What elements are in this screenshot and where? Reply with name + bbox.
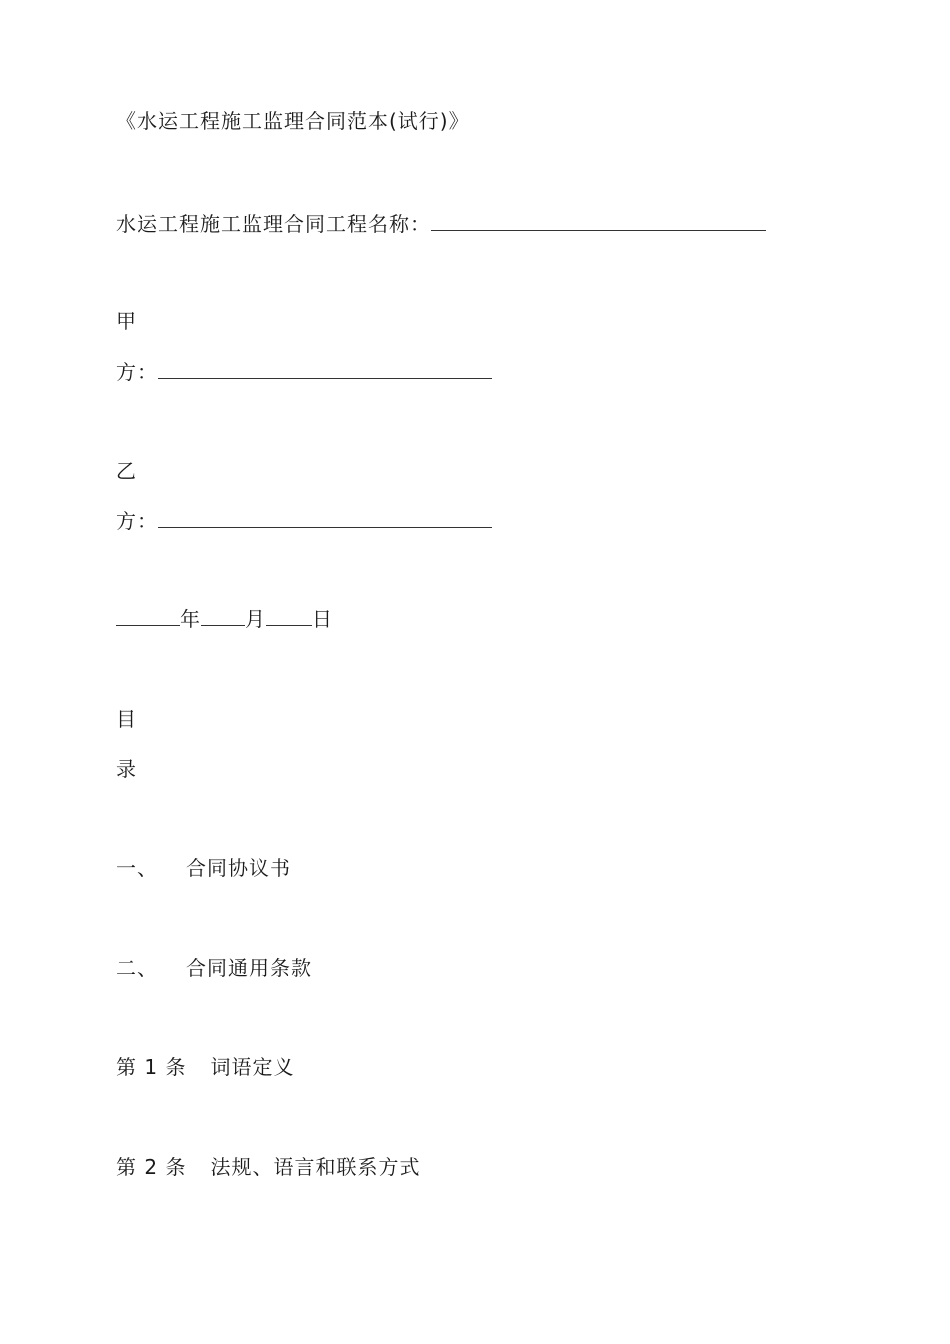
year-blank[interactable] — [116, 607, 180, 626]
toc-heading-line2: 录 — [116, 757, 137, 781]
party-a-blank[interactable] — [158, 360, 492, 379]
month-label: 月 — [245, 607, 266, 631]
date-row — [116, 607, 333, 631]
toc-item-text: 合同协议书 — [186, 856, 291, 880]
party-b-label-line2: 方： — [116, 509, 158, 533]
toc-item[interactable] — [116, 1155, 420, 1179]
party-b-blank[interactable] — [158, 509, 492, 528]
month-blank[interactable] — [201, 607, 245, 626]
day-label: 日 — [312, 607, 333, 631]
toc-heading-line1: 目 — [116, 707, 137, 731]
toc-item-number: 二、 — [116, 956, 158, 980]
toc-item[interactable] — [116, 956, 312, 980]
toc-item-text: 合同通用条款 — [186, 956, 312, 980]
year-label: 年 — [180, 607, 201, 631]
toc-item-text: 词语定义 — [210, 1055, 295, 1079]
toc-item[interactable] — [116, 856, 291, 880]
toc-item-number: 一、 — [116, 856, 158, 880]
toc-item[interactable] — [116, 1055, 294, 1079]
project-name-blank[interactable] — [431, 212, 766, 231]
party-a-row — [116, 360, 492, 384]
toc-item-number: 第 1 条 — [116, 1055, 187, 1079]
day-blank[interactable] — [266, 607, 312, 626]
project-name-row — [116, 212, 766, 236]
toc-item-number: 第 2 条 — [116, 1155, 187, 1179]
party-a-label-line2: 方： — [116, 360, 158, 384]
party-b-row — [116, 509, 492, 533]
toc-item-text: 法规、语言和联系方式 — [210, 1155, 421, 1179]
party-b-label-line1: 乙 — [116, 459, 137, 483]
document-title: 《水运工程施工监理合同范本(试行)》 — [116, 109, 470, 133]
project-name-label: 水运工程施工监理合同工程名称： — [116, 212, 431, 236]
party-a-label-line1: 甲 — [116, 309, 137, 333]
